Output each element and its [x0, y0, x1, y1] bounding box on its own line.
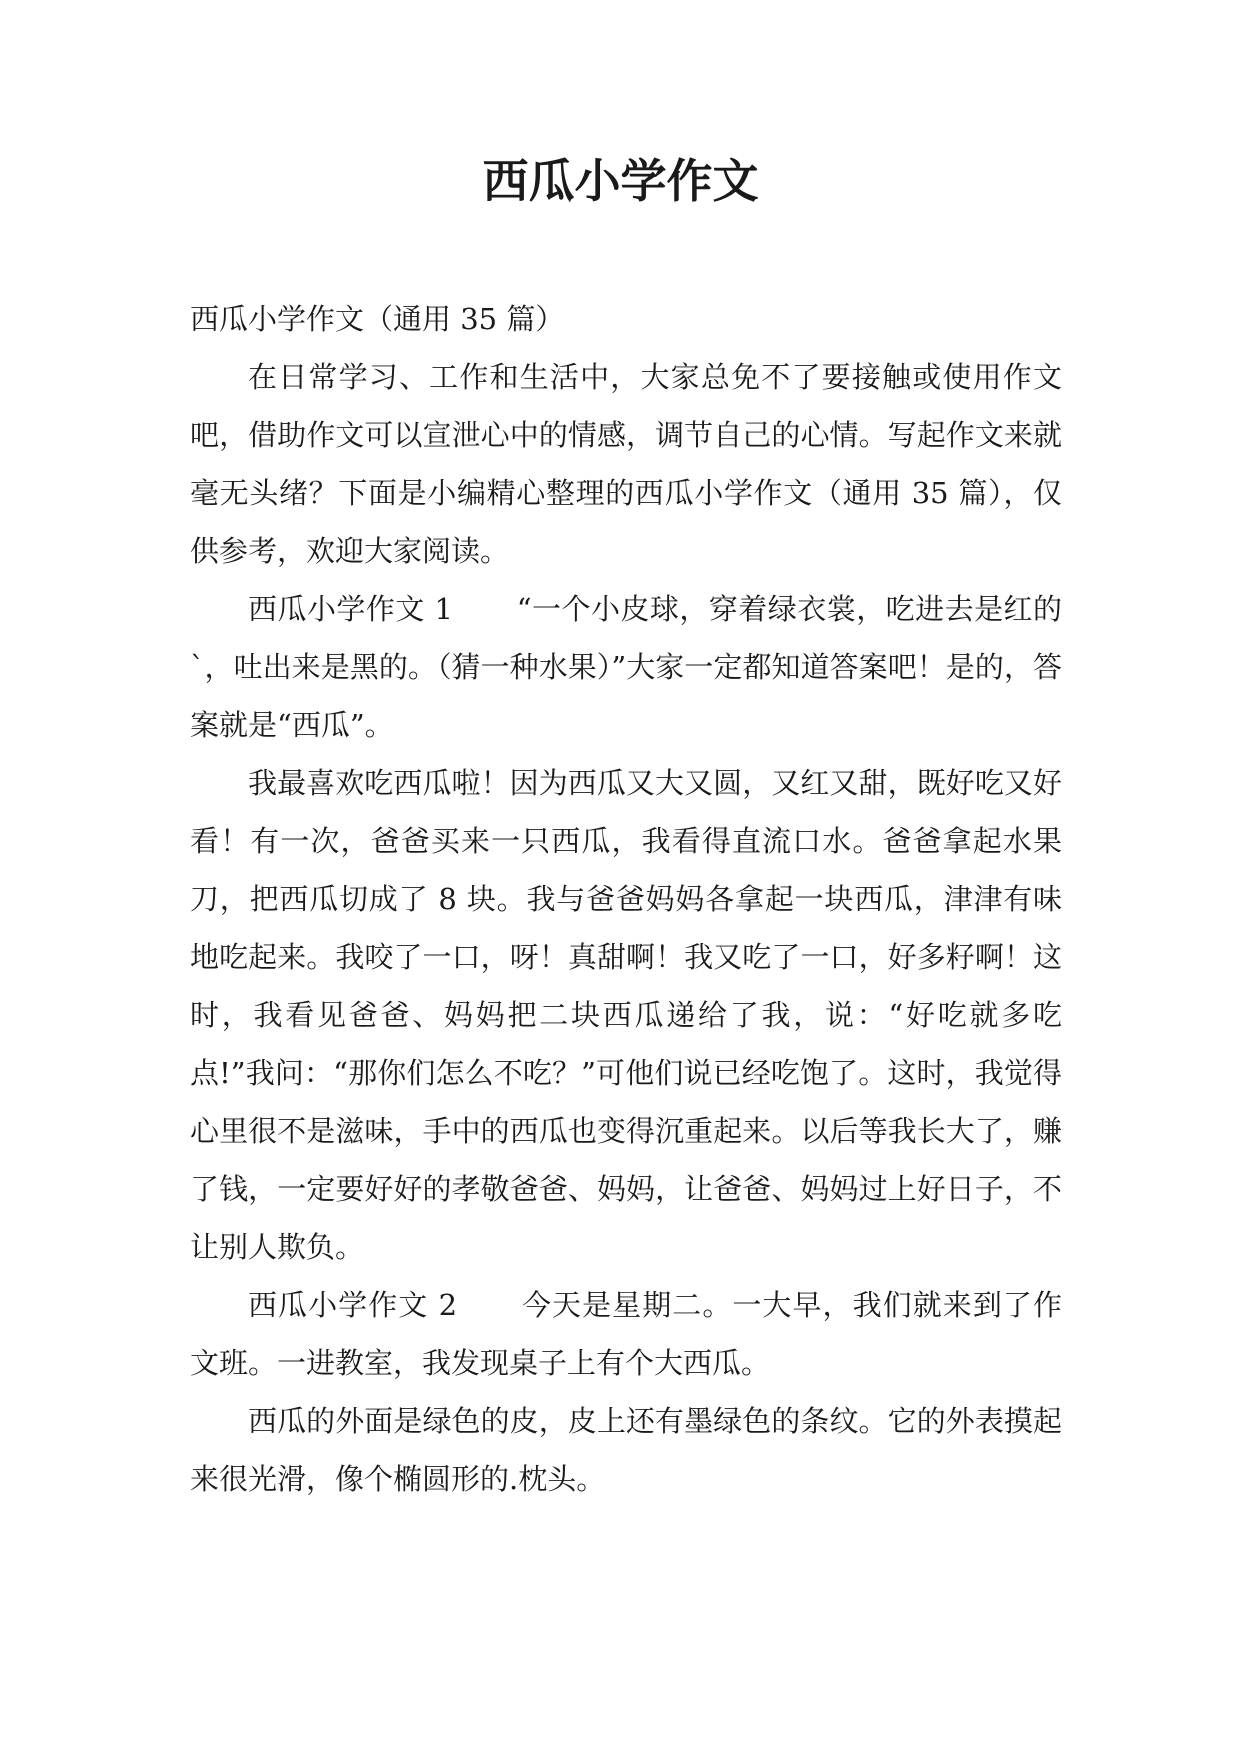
- document-body: [190, 290, 1062, 1508]
- paragraph-text: 西瓜的外面是绿色的皮，皮上还有墨绿色的条纹。它的外表摸起来很光滑，像个椭圆形的.枕头。: [190, 1404, 1062, 1496]
- essay-heading: 西瓜小学作文 1: [248, 592, 453, 626]
- paragraph-text: 我最喜欢吃西瓜啦！因为西瓜又大又圆，又红又甜，既好吃又好看！有一次，爸爸买来一只西瓜，我看得直流口水。爸爸拿起水果刀，把西瓜切成了 8 块。我与爸爸妈妈各拿起一块西瓜，津津有味地吃起来。我咬了一口，呀！真甜啊！我又吃了一口，好多籽啊！这时，我看见爸爸、妈妈把二块西瓜递给了我，说：“好吃就多吃点!”我问：“那你们怎么不吃？”可他们说已经吃饱了。这时，我觉得心里很不是滋味，手中的西瓜也变得沉重起来。以后等我长大了，赚了钱，一定要好好的孝敬爸爸、妈妈，让爸爸、妈妈过上好日子，不让别人欺负。: [190, 766, 1062, 1264]
- paragraph-text: “一个小皮球，穿着绿衣裳，吃进去是红的`，吐出来是黑的。（猜一种水果）”大家一定都知道答案吧！是的，答案就是“西瓜”。: [190, 592, 1063, 742]
- essay-2-paragraph-2: [190, 1392, 1062, 1508]
- essay-2-paragraph-1: [190, 1276, 1062, 1392]
- intro-paragraph: [190, 348, 1062, 580]
- document-title: 西瓜小学作文: [482, 154, 759, 208]
- essay-1-paragraph-2: [190, 754, 1062, 1276]
- essay-heading: 西瓜小学作文 2: [248, 1288, 458, 1322]
- paragraph-text: 今天是星期二。一大早，我们就来到了作文班。一进教室，我发现桌子上有个大西瓜。: [190, 1288, 1062, 1380]
- paragraph-text: 在日常学习、工作和生活中，大家总免不了要接触或使用作文吧，借助作文可以宣泄心中的情感，调节自己的心情。写起作文来就毫无头绪？下面是小编精心整理的西瓜小学作文（通用 35 篇），仅供参考，欢迎大家阅读。: [190, 360, 1062, 568]
- document-subtitle: 西瓜小学作文（通用 35 篇）: [190, 302, 565, 336]
- essay-1-paragraph-1: [190, 580, 1062, 754]
